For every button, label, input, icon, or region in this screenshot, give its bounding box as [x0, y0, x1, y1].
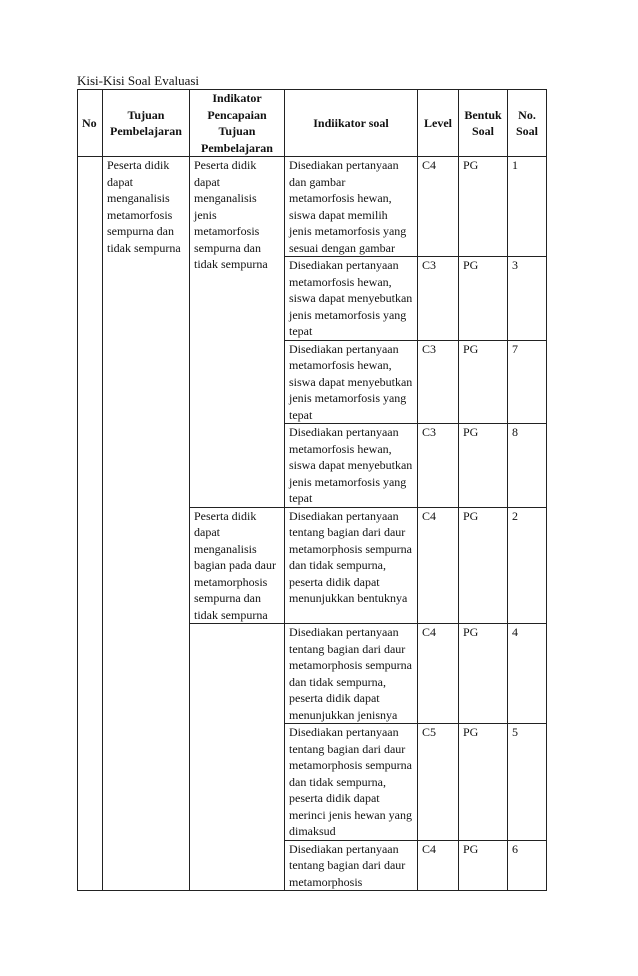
- indikator-soal-cell: Disediakan pertanyaan tentang bagian dari daur metamorphosis sempurna dan tidak sempurna, peserta didik dapat menunjukkan jenisnya: [285, 624, 418, 724]
- table-row: [78, 157, 547, 257]
- bentuk-cell: PG: [459, 624, 508, 724]
- tujuan-cell: Peserta didik dapat menganalisis metamorfosis sempurna dan tidak sempurna: [103, 157, 190, 891]
- level-cell: C4: [418, 157, 459, 257]
- header-no-soal: No. Soal: [508, 90, 547, 157]
- header-no: No: [78, 90, 103, 157]
- indikator-pencapaian-cell: Peserta didik dapat menganalisis bagian pada daur metamorphosis sempurna dan tidak sempurna: [190, 507, 285, 624]
- indikator-soal-cell: Disediakan pertanyaan metamorfosis hewan, siswa dapat menyebutkan jenis metamorfosis yang tepat: [285, 424, 418, 508]
- header-indikator-soal: Indiikator soal: [285, 90, 418, 157]
- no-soal-cell: 7: [508, 340, 547, 424]
- no-soal-cell: 8: [508, 424, 547, 508]
- header-row: [78, 90, 547, 157]
- header-indikator-pencapaian: Indikator Pencapaian Tujuan Pembelajaran: [190, 90, 285, 157]
- header-tujuan: Tujuan Pembelajaran: [103, 90, 190, 157]
- indikator-soal-cell: Disediakan pertanyaan metamorfosis hewan, siswa dapat menyebutkan jenis metamorfosis yang tepat: [285, 340, 418, 424]
- no-soal-cell: 2: [508, 507, 547, 624]
- indikator-soal-cell: Disediakan pertanyaan dan gambar metamorfosis hewan, siswa dapat memilih jenis metamorfosis yang sesuai dengan gambar: [285, 157, 418, 257]
- indikator-soal-cell: Disediakan pertanyaan tentang bagian dari daur metamorphosis sempurna dan tidak sempurna, peserta didik dapat menunjukkan bentuknya: [285, 507, 418, 624]
- level-cell: C3: [418, 257, 459, 341]
- bentuk-cell: PG: [459, 507, 508, 624]
- bentuk-cell: PG: [459, 724, 508, 841]
- header-level: Level: [418, 90, 459, 157]
- indikator-soal-cell: Disediakan pertanyaan metamorfosis hewan, siswa dapat menyebutkan jenis metamorfosis yang tepat: [285, 257, 418, 341]
- kisi-kisi-table: [77, 89, 547, 891]
- no-soal-cell: 4: [508, 624, 547, 724]
- bentuk-cell: PG: [459, 257, 508, 341]
- bentuk-cell: PG: [459, 340, 508, 424]
- bentuk-cell: PG: [459, 157, 508, 257]
- no-soal-cell: 1: [508, 157, 547, 257]
- bentuk-cell: PG: [459, 840, 508, 891]
- no-soal-cell: 6: [508, 840, 547, 891]
- no-cell: [78, 157, 103, 891]
- level-cell: C4: [418, 507, 459, 624]
- level-cell: C5: [418, 724, 459, 841]
- indikator-pencapaian-cell-empty: [190, 624, 285, 891]
- no-soal-cell: 3: [508, 257, 547, 341]
- bentuk-cell: PG: [459, 424, 508, 508]
- level-cell: C3: [418, 424, 459, 508]
- document-title: Kisi-Kisi Soal Evaluasi: [77, 73, 200, 88]
- header-bentuk-soal: Bentuk Soal: [459, 90, 508, 157]
- indikator-pencapaian-cell: Peserta didik dapat menganalisis jenis metamorfosis sempurna dan tidak sempurna: [190, 157, 285, 508]
- indikator-soal-cell: Disediakan pertanyaan tentang bagian dari daur metamorphosis: [285, 840, 418, 891]
- indikator-soal-cell: Disediakan pertanyaan tentang bagian dari daur metamorphosis sempurna dan tidak sempurna, peserta didik dapat merinci jenis hewan yang dimaksud: [285, 724, 418, 841]
- level-cell: C4: [418, 624, 459, 724]
- no-soal-cell: 5: [508, 724, 547, 841]
- level-cell: C3: [418, 340, 459, 424]
- level-cell: C4: [418, 840, 459, 891]
